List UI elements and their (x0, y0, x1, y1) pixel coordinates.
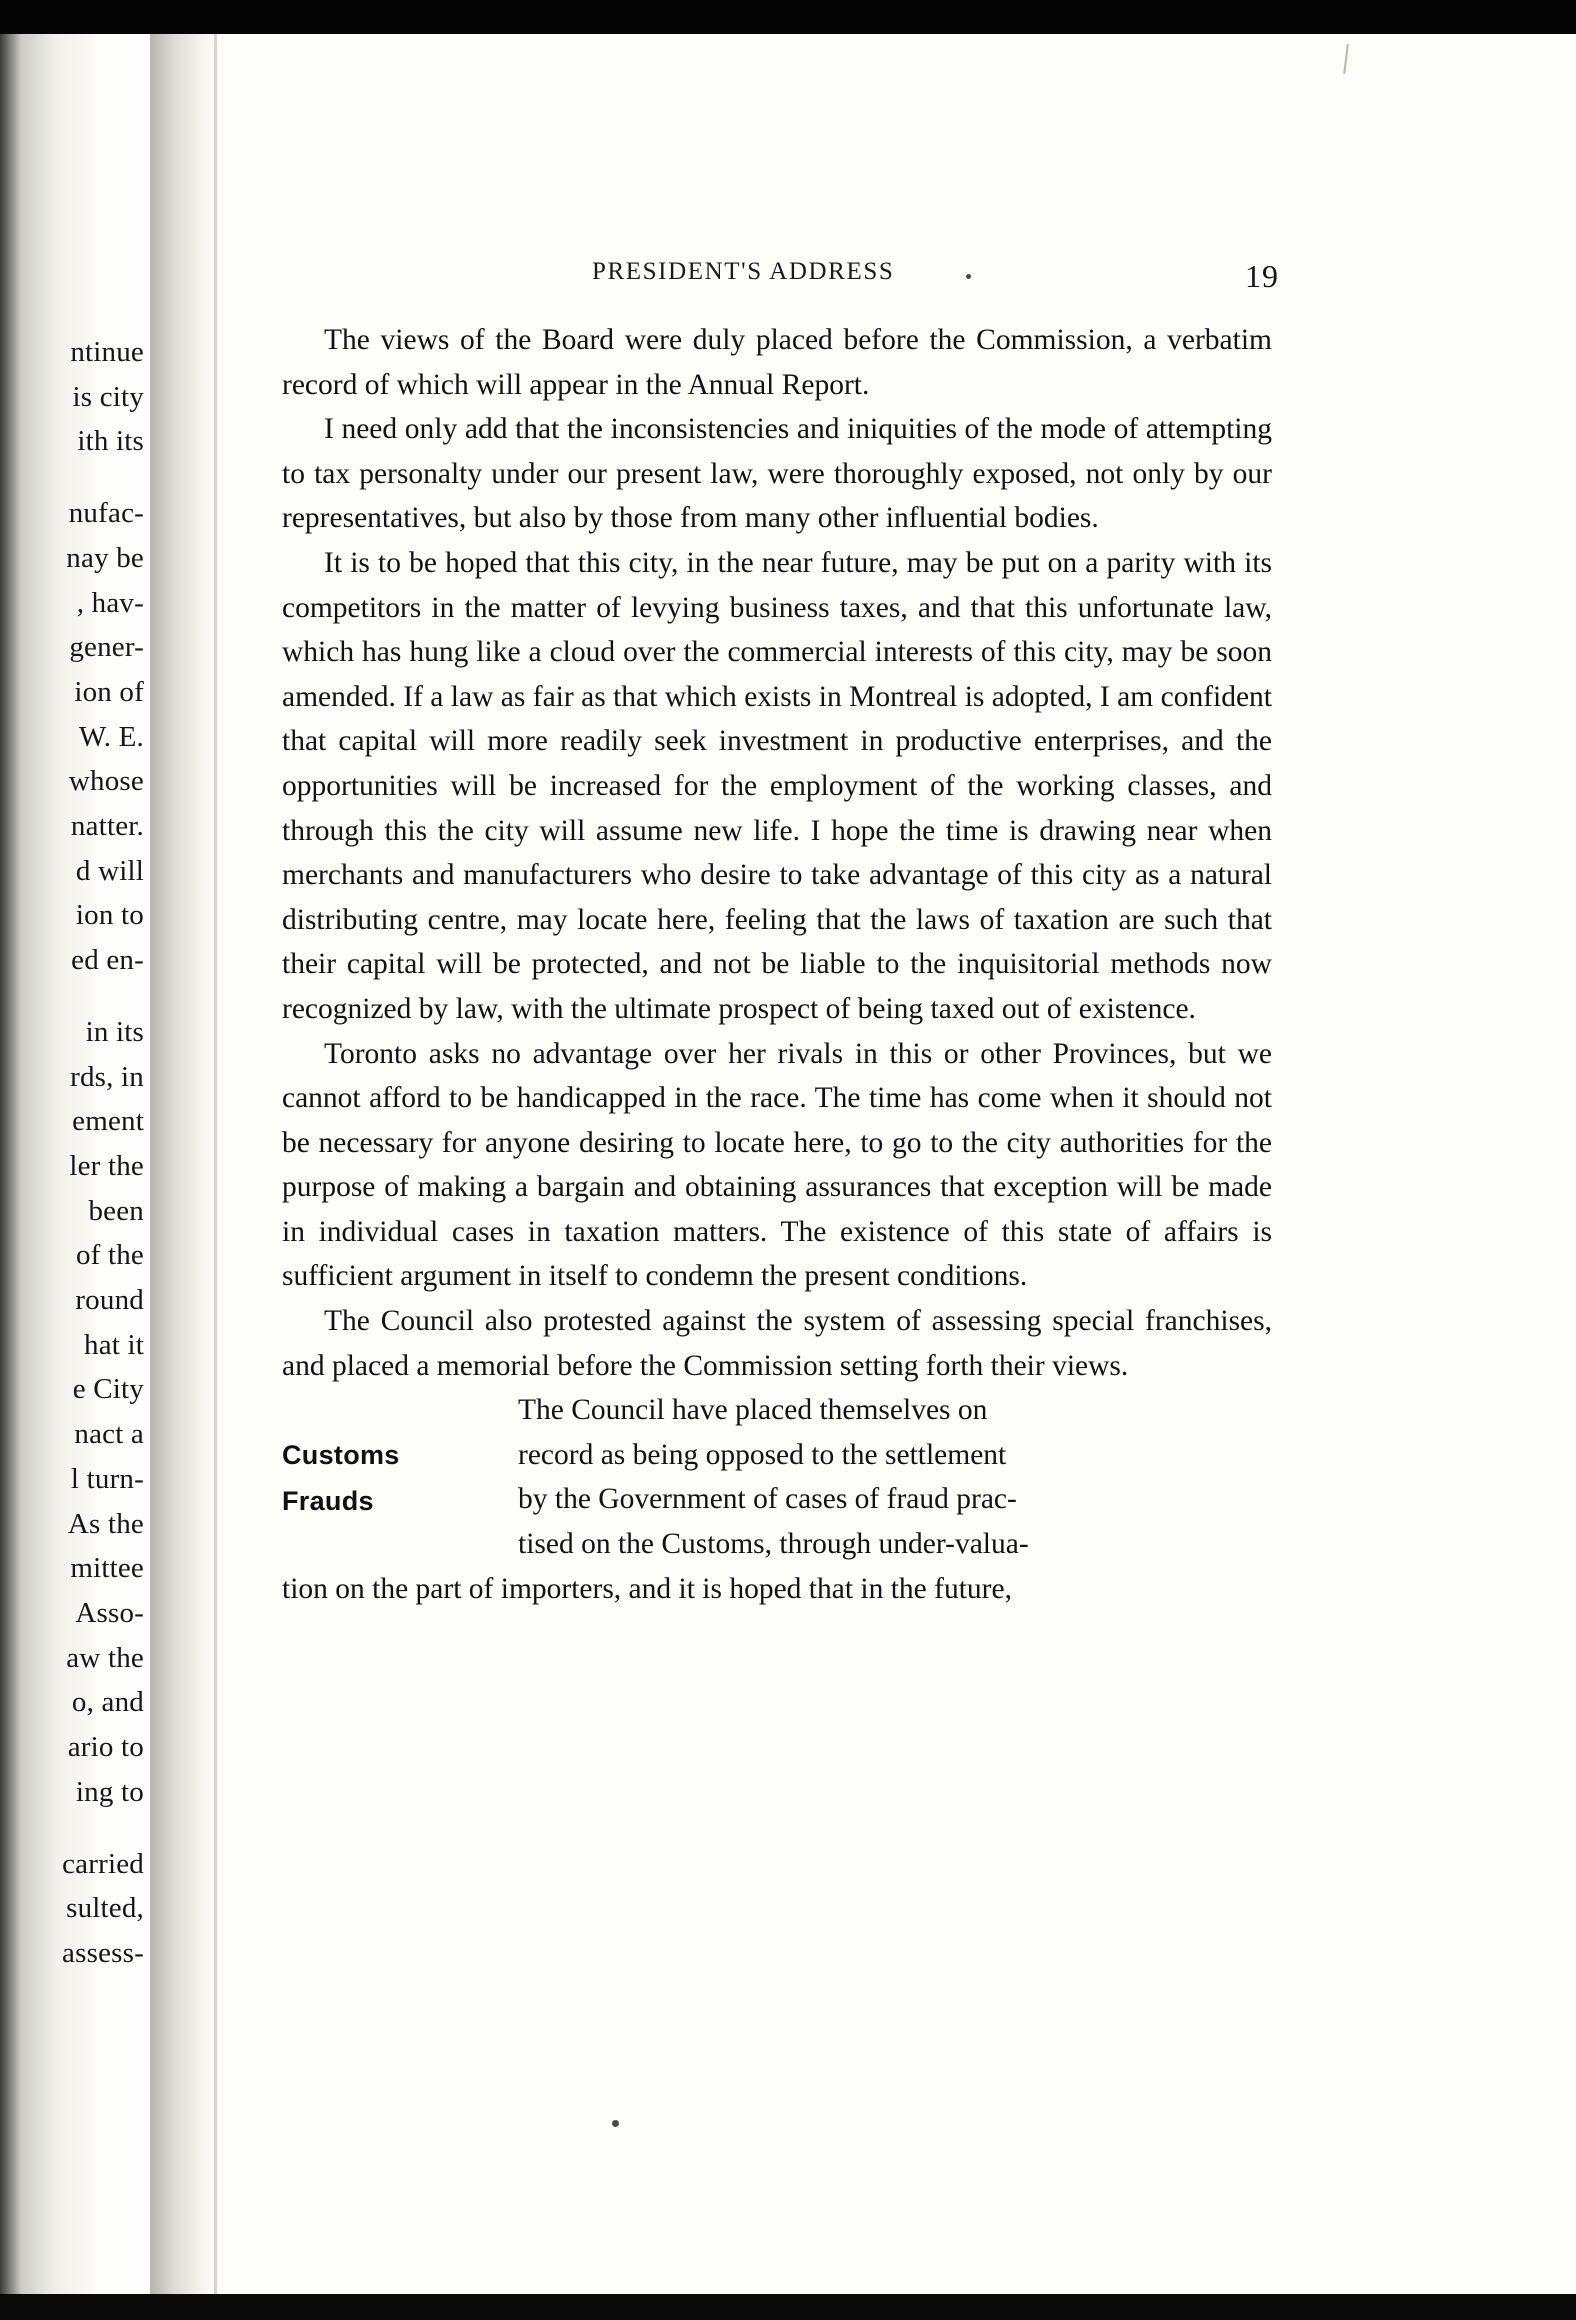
gutter-line (214, 0, 217, 2320)
gutter-shadow (150, 0, 220, 2320)
bleed-line: gener- (69, 631, 144, 664)
sidenote-body-line: record as being opposed to the settlement (518, 1438, 1007, 1471)
bleed-line: ement (72, 1105, 144, 1138)
bleed-line: natter. (70, 810, 144, 843)
bleed-line: e City (72, 1373, 144, 1406)
sidenote-body-line: by the Government of cases of fraud prac- (518, 1483, 1017, 1516)
scan-top-edge (0, 0, 1576, 34)
scan-bottom-edge (0, 2294, 1576, 2320)
bleed-line: is city (72, 380, 144, 413)
bleed-line: W. E. (78, 720, 144, 753)
bleed-line: , hav- (76, 586, 144, 619)
bleed-line: assess- (62, 1936, 144, 1969)
bleed-line: ion to (75, 899, 144, 932)
bleed-line: d will (75, 854, 144, 887)
bleed-line: aw the (66, 1641, 144, 1674)
bleed-line: of the (75, 1239, 144, 1272)
bleed-line: nact a (74, 1418, 144, 1451)
bleed-line: in its (85, 1015, 144, 1048)
bleed-line: ing to (75, 1775, 144, 1808)
page-number: 19 (1245, 258, 1279, 294)
bleed-line: mittee (70, 1552, 144, 1585)
bleed-line: ntinue (70, 336, 144, 368)
bleed-line: rds, in (70, 1060, 144, 1093)
bleed-line: carried (62, 1847, 144, 1880)
bleed-line: been (88, 1194, 144, 1227)
bleed-line: o, and (71, 1686, 144, 1719)
sidenote-label (282, 1432, 512, 1524)
bleed-block (0, 330, 150, 464)
page-bottom-dot (612, 2120, 619, 2127)
bleed-line: ith its (77, 425, 144, 458)
paragraph: Toronto asks no advantage over her rivals in this or other Provinces, but we cannot afford to be handicapped in the race. The time has come when it should not be necessary for anyone desiring to locate here, to go to the city authorities for the purpose of making a bargain and obtaining assurances that exception will be made in individual cases in taxation matters. The existence of this state of affairs is sufficient argument in itself to condemn the present conditions. (282, 1037, 1272, 1293)
bleed-line: ion of (74, 675, 144, 708)
sidenote-body-line: tised on the Customs, through under-valua- (518, 1528, 1029, 1561)
running-head-dot (966, 274, 971, 279)
bleed-line: As the (67, 1507, 144, 1540)
paragraph: The views of the Board were duly placed before the Commission, a verbatim record of which will appear in the Annual Report. (282, 324, 1272, 401)
bleed-line: hat it (84, 1328, 144, 1361)
bleed-line: ario to (67, 1731, 144, 1764)
bleed-line: nay be (66, 541, 144, 574)
bleed-line: sulted, (66, 1892, 144, 1925)
facing-page-bleed-column (0, 330, 150, 2003)
sidenote-body-line: The Council have placed themselves on (518, 1394, 988, 1427)
bleed-line: l turn- (70, 1462, 144, 1495)
running-head: PRESIDENT'S ADDRESS (592, 258, 895, 285)
body-text-column (282, 318, 1272, 1611)
sidenote-body-line: tion on the part of importers, and it is hoped that in the future, (282, 1572, 1012, 1605)
paragraph: The Council also protested against the system of assessing special franchises, and placed a memorial before the Commission setting forth their views. (282, 1305, 1272, 1382)
bleed-line: ed en- (71, 944, 144, 977)
bleed-line: ler the (69, 1149, 144, 1182)
bleed-line: Asso- (75, 1596, 144, 1629)
bleed-line: round (75, 1284, 144, 1317)
bleed-block (0, 1842, 150, 1976)
bleed-block (0, 491, 150, 983)
paragraph: I need only add that the inconsistencies and iniquities of the mode of attempting to tax personalty under our present law, were thoroughly exposed, not only by our representatives, but also by those from many other influential bodies. (282, 413, 1272, 535)
paragraph: It is to be hoped that this city, in the near future, may be put on a parity with its competitors in the matter of levying business taxes, and that this unfortunate law, which has hung like a cloud over the commercial interests of this city, may be soon amended. If a law as fair as that which exists in Montreal is adopted, I am confident that capital will more readily seek investment in productive enterprises, and the opportunities will be increased for the employment of the working classes, and through this the city will assume new life. I hope the time is drawing near when merchants and manufacturers who desire to take advantage of this city as a natural distributing centre, may locate here, feeling that the laws of taxation are such that their capital will be protected, and not be liable to the inquisitorial methods now recognized by law, with the ultimate prospect of being taxed out of existence. (282, 546, 1272, 1025)
sidenote-label-line-2: Frauds (282, 1486, 374, 1517)
bleed-line: nufac- (68, 497, 144, 530)
bleed-line: whose (68, 765, 144, 798)
bleed-block (0, 1010, 150, 1815)
sidenote-label-line-1: Customs (282, 1440, 400, 1471)
sidenote-paragraph-group (282, 1388, 1272, 1611)
